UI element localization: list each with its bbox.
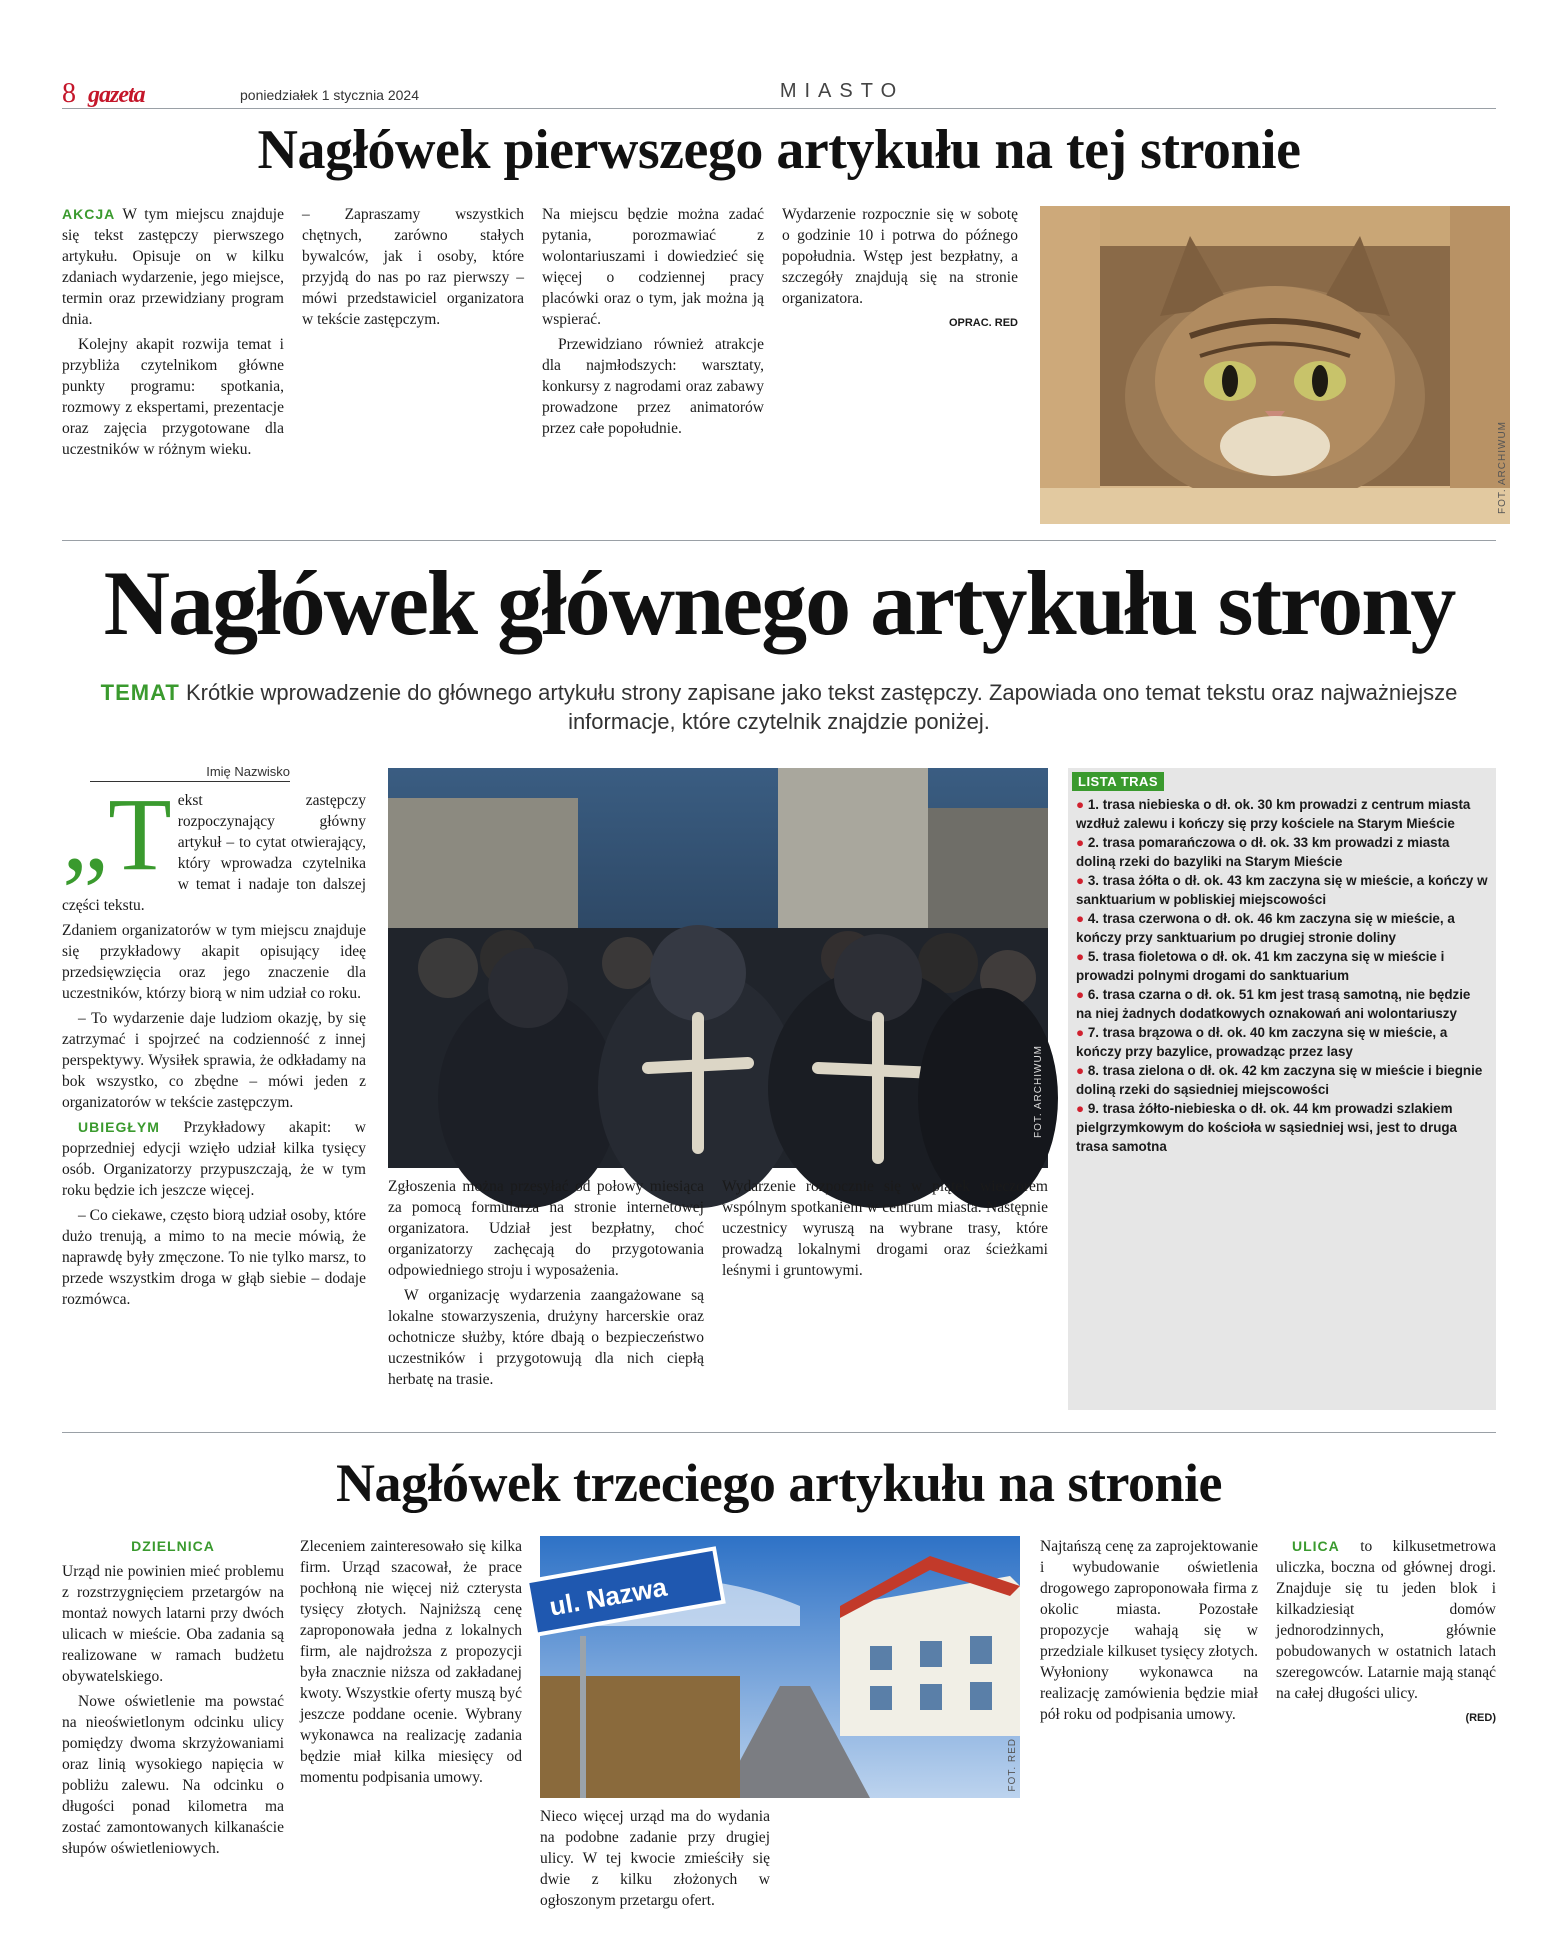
article1-para: Na miejscu będzie można zadać pytania, porozmawiać z wolontariuszami i dowiedzieć się więcej o codziennej pracy placówki oraz o tym, jak można ją wspierać. — [542, 206, 764, 328]
article2-dropcap: „T — [62, 777, 172, 892]
cat-illustration — [1040, 206, 1510, 524]
article2-intro: „Tekst zastępczy rozpoczynający główny artykuł – to cytat otwierający, który wprowadza czytelnika w temat i nadaje ton dalszej części tekstu. — [62, 777, 366, 914]
route-item: ● 4. trasa czerwona o dł. ok. 46 km zaczyna się w mieście, a kończy przy sanktuarium po drugiej stronie doliny — [1076, 911, 1455, 945]
route-item: ● 7. trasa brązowa o dł. ok. 40 km zaczyna się w mieście, a kończy przy bazylice, prowadząc przez lasy — [1076, 1025, 1448, 1059]
article1-kicker: AKCJA — [62, 206, 116, 222]
article2-para: W organizację wydarzenia zaangażowane są lokalne stowarzyszenia, drużyny harcerskie oraz ochotnicze służby, które dbają o bezpieczeństwo uczestników i przygotowują dla nich ciepłą herbatę na trasie. — [388, 1287, 704, 1388]
article2-title[interactable]: Nagłówek głównego artykułu strony — [103, 552, 1455, 654]
article1-para: Kolejny akapit rozwija temat i przybliża czytelnikom główne punkty programu: spotkania, rozmowy z ekspertami, prezentacje oraz zajęcia przygotowane dla uczestników w różnym wieku. — [62, 336, 284, 458]
route-item: ● 3. trasa żółta o dł. ok. 43 km zaczyna się w mieście, a kończy w sanktuarium w pobliskiej miejscowości — [1076, 873, 1488, 907]
route-item: ● 6. trasa czarna o dł. ok. 51 km jest trasą samotną, nie będzie na niej żadnych dodatkowych oznakowań ani wolontariuszy — [1076, 987, 1471, 1021]
header-rule — [62, 108, 1496, 109]
route-item: ● 1. trasa niebieska o dł. ok. 30 km prowadzi z centrum miasta wzdłuż zalewu i kończy się przy kościele na Starym Mieście — [1076, 797, 1471, 831]
article1-col1 — [62, 204, 284, 526]
article2-col2 — [388, 1176, 704, 1410]
article3-para: ULICA to kilkusetmetrowa uliczka, boczna od głównej drogi. Znajduje się tu jeden blok i kilkadziesiąt domów jednorodzinnych, głównie pobudowanych w ostatnich latach szeregowców. Latarnie mają stanąć na całej długości ulicy. — [1276, 1538, 1496, 1702]
article2-lead-kicker: TEMAT — [100, 680, 180, 705]
article3-street-kicker: ULICA — [1292, 1538, 1340, 1554]
article2-col1 — [62, 777, 367, 1410]
article3-para: Najtańszą cenę za zaprojektowanie i wybudowanie oświetlenia drogowego zaproponowała firma z okolic miasta. Pozostałe propozycje wahają się w przedziale kilkuset tysięcy złotych. Wyłoniony wykonawca na realizację zamówienia będzie miał pół roku od podpisania umowy. — [1040, 1538, 1258, 1723]
article3-title[interactable]: Nagłówek trzeciego artykułu na stronie — [336, 1453, 1222, 1513]
article2-para: Wydarzenie rozpocznie się w piątek wieczorem wspólnym spotkaniem w centrum miasta. Następnie uczestnicy wyruszą na wybrane trasy, które prowadzą lokalnymi drogami oraz ścieżkami leśnymi i gruntowymi. — [722, 1178, 1048, 1279]
article3-para: Zleceniem zainteresowało się kilka firm. Urząd szacował, że prace pochłoną nie więcej niż czterysta tysięcy złotych. Najniższą cenę zaproponowała jedna z lokalnych firm, ale najdroższa z propozycji była znacznie niższa od zakładanej kwoty. Wszystkie oferty muszą być jeszcze poddane ocenie. Wybrany wykonawca na realizację zadania będzie miał kilka miesięcy od momentu podpisania umowy. — [300, 1538, 522, 1786]
article1-col4 — [782, 204, 1018, 526]
page-number: 8 — [62, 78, 76, 109]
article2-para: Zdaniem organizatorów w tym miejscu znajduje się przykładowy akapit opisujący ideę przedsięwzięcia oraz jego znaczenie dla uczestników, którzy biorą w nim udział co roku. — [62, 922, 366, 1002]
article2-lead — [90, 678, 1468, 736]
article3-para: Urząd nie powinien mieć problemu z rozstrzygnięciem przetargów na montaż nowych latarni przy dwóch ulicach w mieście. Oba zadania są realizowane w ramach budżetu obywatelskiego. — [62, 1563, 284, 1685]
cat-photo[interactable] — [1040, 206, 1510, 524]
route-item: ● 2. trasa pomarańczowa o dł. ok. 33 km prowadzi z miasta doliną rzeki do bazyliki na Starym Mieście — [1076, 835, 1450, 869]
article1-para: AKCJA W tym miejscu znajduje się tekst zastępczy pierwszego artykułu. Opisuje on w kilku zdaniach wydarzenie, jego miejsce, termin oraz przewidziany program dnia. — [62, 206, 284, 328]
newspaper-logo[interactable]: gazeta — [88, 82, 145, 108]
article3-col4 — [1040, 1536, 1258, 1874]
routes-box — [1068, 768, 1496, 1410]
article2-inline-kicker: UBIEGŁYM — [78, 1119, 160, 1135]
article3-kicker: DZIELNICA — [131, 1538, 215, 1554]
street-photo[interactable] — [540, 1536, 1020, 1798]
page-header — [62, 78, 1496, 112]
article3-kicker-line — [62, 1536, 284, 1557]
article3-signature: (RED) — [1465, 1712, 1496, 1724]
article2-photo-credit: FOT. ARCHIWUM — [1033, 1045, 1044, 1138]
article3-photo-credit: FOT. RED — [1007, 1738, 1018, 1792]
article3-col5 — [1276, 1536, 1496, 1874]
article2-lead-text: Krótkie wprowadzenie do głównego artykułu strony zapisane jako tekst zastępczy. Zapowiada ono temat tekstu oraz najważniejsze informacje, które czytelnik znajdzie poniżej. — [185, 680, 1458, 734]
article1-para: Przewidziano również atrakcje dla najmłodszych: warsztaty, konkursy z nagrodami oraz zabawy prowadzone przez animatorów przez całe popołudnie. — [542, 336, 764, 437]
section-name[interactable]: MIASTO — [779, 80, 905, 102]
article2-col3 — [722, 1176, 1048, 1410]
article3-col3 — [540, 1806, 770, 1909]
article1-para: – Zapraszamy wszystkich chętnych, zarówno stałych bywalców, jak i osoby, które przyjdą do nas po raz pierwszy – mówi przedstawiciel organizatora w tekście zastępczym. — [302, 206, 524, 328]
article3-para: Nieco więcej urząd ma do wydania na podobne zadanie przy drugiej ulicy. W tej kwocie zmieściły się dwie z kilku złożonych w ogłoszonym przetargu ofert. — [540, 1808, 770, 1909]
route-item: ● 5. trasa fioletowa o dł. ok. 41 km zaczyna się w mieście i prowadzi polnymi drogami do sanktuarium — [1076, 949, 1445, 983]
article2-para: – Co ciekawe, często biorą udział osoby, które dużo trenują, a mimo to na mecie mówią, że naprawdę były zmęczone. To nie tylko marsz, to przede wszystkim droga w głąb siebie – dodaje rozmówca. — [62, 1207, 366, 1308]
procession-photo[interactable] — [388, 768, 1048, 1168]
route-item: ● 9. trasa żółto-niebieska o dł. ok. 44 km prowadzi szlakiem pielgrzymkowym do kościoła w sąsiedniej wsi, jest to druga trasa samotna — [1076, 1101, 1457, 1154]
article1-photo-credit: FOT. ARCHIWUM — [1497, 421, 1508, 514]
article1-title[interactable]: Nagłówek pierwszego artykułu na tej stronie — [257, 119, 1301, 181]
article2-byline: Imię Nazwisko — [90, 764, 290, 782]
article1-para: Wydarzenie rozpocznie się w sobotę o godzinie 10 i potrwa do późnego popołudnia. Wstęp jest bezpłatny, a szczegóły znajdują się na stronie organizatora. — [782, 206, 1018, 307]
article3-col1 — [62, 1536, 284, 1874]
article1-col3 — [542, 204, 764, 526]
article2-para: Zgłoszenia można przesyłać od połowy miesiąca za pomocą formularza na stronie internetowej organizatora. Udział jest bezpłatny, choć organizatorzy zachęcają do przygotowania odpowiedniego stroju i wyposażenia. — [388, 1178, 704, 1279]
article1-signature: OPRAC. RED — [948, 317, 1018, 329]
street-illustration — [540, 1536, 1020, 1798]
article2-para: – To wydarzenie daje ludziom okazję, by się zatrzymać i spojrzeć na codzienność z innej perspektywy. Wysiłek sprawia, że odkładamy na bok wszystko, co zbędne – mówi jeden z organizatorów w tekście zastępczym. — [62, 1010, 366, 1111]
article2-para: UBIEGŁYM Przykładowy akapit: w poprzedniej edycji wzięło udział kilka tysięcy osób. Organizatorzy przypuszczają, że w tym roku będzie ich jeszcze więcej. — [62, 1119, 367, 1199]
street-sign-text: ul. Nazwa — [547, 1571, 670, 1622]
article1-col2 — [302, 204, 524, 526]
routes-box-title: LISTA TRAS — [1072, 772, 1164, 791]
divider — [62, 1432, 1496, 1433]
article3-para: Nowe oświetlenie ma powstać na nieoświetlonym odcinku ulicy pomiędzy dwoma skrzyżowaniami oraz linią wysokiego napięcia w pobliżu zalewu. Na odcinku o długości ponad kilometra ma zostać zamontowanych kilkanaście słupów oświetleniowych. — [62, 1693, 284, 1857]
procession-illustration — [388, 768, 1048, 1168]
route-item: ● 8. trasa zielona o dł. ok. 42 km zaczyna się w mieście i biegnie doliną rzeki do sąsiedniej miejscowości — [1076, 1063, 1483, 1097]
divider — [62, 540, 1496, 541]
article3-col2 — [300, 1536, 522, 1874]
issue-date: poniedziałek 1 stycznia 2024 — [240, 87, 420, 103]
